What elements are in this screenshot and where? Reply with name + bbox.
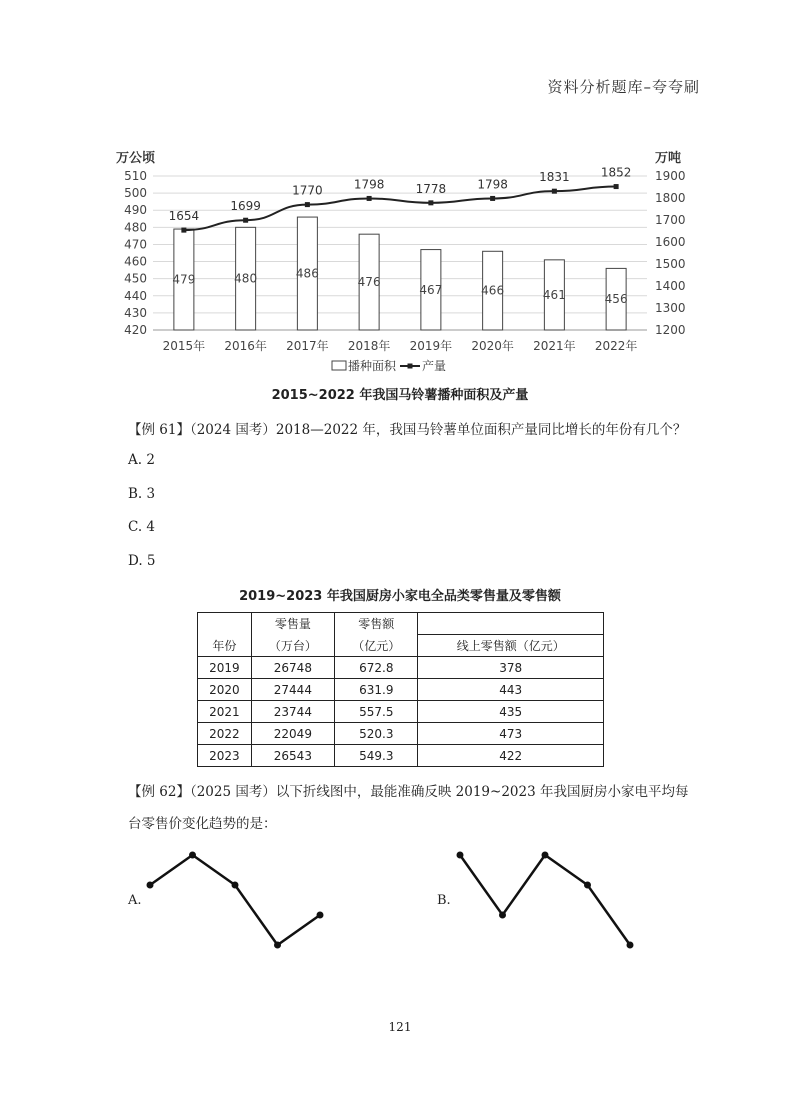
left-tick-label: 480: [124, 220, 147, 235]
line-point: [552, 189, 557, 194]
x-tick-label: 2021年: [533, 339, 576, 353]
production-chart: [110, 140, 686, 380]
left-tick-label: 500: [124, 186, 147, 201]
page-number: 121: [388, 1020, 412, 1034]
line-point: [490, 196, 495, 201]
bar-value-label: 461: [542, 287, 566, 302]
table-cell: 27444: [251, 679, 334, 701]
option-point: [627, 942, 634, 949]
x-tick-label: 2015年: [162, 339, 206, 353]
table-row: [198, 657, 604, 679]
right-tick-label: 1200: [655, 323, 686, 337]
q61-option-d: D. 5: [128, 553, 156, 569]
q62-question-line2: 台零售价变化趋势的是：: [128, 816, 277, 832]
option-polyline: [460, 855, 630, 945]
table-cell: 631.9: [335, 679, 418, 701]
left-tick-label: 510: [124, 169, 147, 183]
line-point: [243, 218, 248, 223]
right-tick-label: 1900: [655, 169, 686, 183]
option-point: [232, 882, 239, 889]
table-cell: 557.5: [335, 701, 418, 723]
option-point: [457, 852, 464, 859]
table-cell: 2020: [198, 679, 252, 701]
left-tick-label: 420: [124, 323, 147, 337]
table-cell: 473: [418, 723, 604, 745]
line-value-label: 1831: [539, 170, 570, 185]
legend-bar-label: 播种面积: [348, 359, 397, 373]
option-polyline: [150, 855, 320, 945]
line-value-label: 1699: [230, 199, 261, 214]
q62-question-line1: 【例 62】（2025 国考）以下折线图中，最能准确反映 2019~2023 年我国厨房小家电平均每: [128, 784, 689, 800]
table-cell: 2019: [198, 657, 252, 679]
header-year-top: [198, 613, 252, 635]
option-point: [317, 912, 324, 919]
x-tick-label: 2019年: [409, 339, 453, 353]
line-value-label: 1770: [292, 183, 323, 198]
q61-question: 【例 61】（2024 国考）2018—2022 年，我国马铃薯单位面积产量同比增长的年份有几个？: [128, 422, 687, 438]
option-point: [189, 852, 196, 859]
table-row: [198, 723, 604, 745]
x-tick-label: 2016年: [224, 339, 267, 353]
table-cell: 443: [418, 679, 604, 701]
table-cell: 2023: [198, 745, 252, 767]
x-tick-label: 2018年: [347, 339, 391, 353]
line-point: [181, 228, 186, 233]
option-point: [542, 852, 549, 859]
line-point: [367, 196, 372, 201]
right-tick-label: 1500: [655, 257, 686, 271]
chart-caption: 2015~2022 年我国马铃薯播种面积及产量: [271, 388, 529, 403]
option-point: [274, 942, 281, 949]
q61-option-b: B. 3: [128, 486, 156, 502]
header-year: 年份: [198, 635, 252, 657]
header-online: 线上零售额（亿元）: [418, 635, 604, 657]
bar-value-label: 476: [357, 275, 381, 290]
retail-table: [197, 612, 604, 767]
header-volume: 零售量: [251, 613, 334, 635]
table-cell: 435: [418, 701, 604, 723]
header-amount-unit: （亿元）: [335, 635, 418, 657]
bar-value-label: 467: [419, 282, 443, 297]
x-tick-label: 2022年: [594, 339, 638, 353]
bar-value-label: 466: [481, 283, 505, 298]
line-point: [305, 202, 310, 207]
left-tick-label: 470: [124, 237, 147, 252]
left-tick-label: 490: [124, 203, 147, 218]
line-value-label: 1798: [353, 177, 385, 192]
line-point: [614, 184, 619, 189]
line-value-label: 1852: [600, 165, 632, 180]
table-row: [198, 745, 604, 767]
bar-value-label: 480: [234, 271, 258, 286]
table-cell: 520.3: [335, 723, 418, 745]
left-tick-label: 430: [124, 305, 147, 320]
q62-option-a-label: A.: [128, 893, 142, 908]
table-cell: 378: [418, 657, 604, 679]
x-tick-label: 2017年: [286, 339, 329, 353]
left-tick-label: 440: [124, 288, 147, 303]
table-cell: 22049: [251, 723, 334, 745]
legend-line-label: 产量: [422, 359, 447, 373]
right-tick-label: 1800: [655, 191, 686, 205]
table-cell: 2022: [198, 723, 252, 745]
table-cell: 422: [418, 745, 604, 767]
table-row: [198, 701, 604, 723]
right-axis-title: 万吨: [655, 151, 682, 166]
bar-value-label: 486: [295, 266, 319, 281]
table-cell: 26543: [251, 745, 334, 767]
header-amount: 零售额: [335, 613, 418, 635]
table-row: [198, 679, 604, 701]
right-tick-label: 1400: [655, 279, 686, 293]
table-cell: 2021: [198, 701, 252, 723]
right-tick-label: 1300: [655, 301, 686, 315]
table-cell: 23744: [251, 701, 334, 723]
line-value-label: 1798: [477, 177, 508, 192]
header-online-top: [418, 613, 604, 635]
q62-option-b-label: B.: [437, 893, 451, 908]
option-point: [499, 912, 506, 919]
bar-value-label: 456: [604, 292, 628, 307]
line-point: [428, 200, 433, 205]
table-cell: 549.3: [335, 745, 418, 767]
bar-value-label: 479: [172, 272, 196, 287]
table-cell: 26748: [251, 657, 334, 679]
q61-option-c: C. 4: [128, 519, 156, 535]
left-tick-label: 450: [124, 271, 147, 286]
q62-option-a-graph: [140, 845, 340, 955]
line-value-label: 1778: [415, 181, 447, 196]
header-volume-unit: （万台）: [251, 635, 334, 657]
left-axis-title: 万公顷: [116, 151, 156, 166]
x-tick-label: 2020年: [471, 339, 514, 353]
left-tick-label: 460: [124, 254, 147, 269]
header-title: 资料分析题库–夸夸刷: [547, 78, 700, 96]
q61-option-a: A. 2: [128, 452, 155, 468]
option-point: [147, 882, 154, 889]
q62-option-b-graph: [450, 845, 650, 955]
option-point: [584, 882, 591, 889]
legend-line-marker: [408, 364, 413, 369]
line-value-label: 1654: [168, 209, 200, 224]
legend-bar-swatch: [332, 361, 346, 370]
right-tick-label: 1600: [655, 235, 686, 249]
table-cell: 672.8: [335, 657, 418, 679]
right-tick-label: 1700: [655, 213, 686, 227]
table-title: 2019~2023 年我国厨房小家电全品类零售量及零售额: [239, 589, 561, 604]
